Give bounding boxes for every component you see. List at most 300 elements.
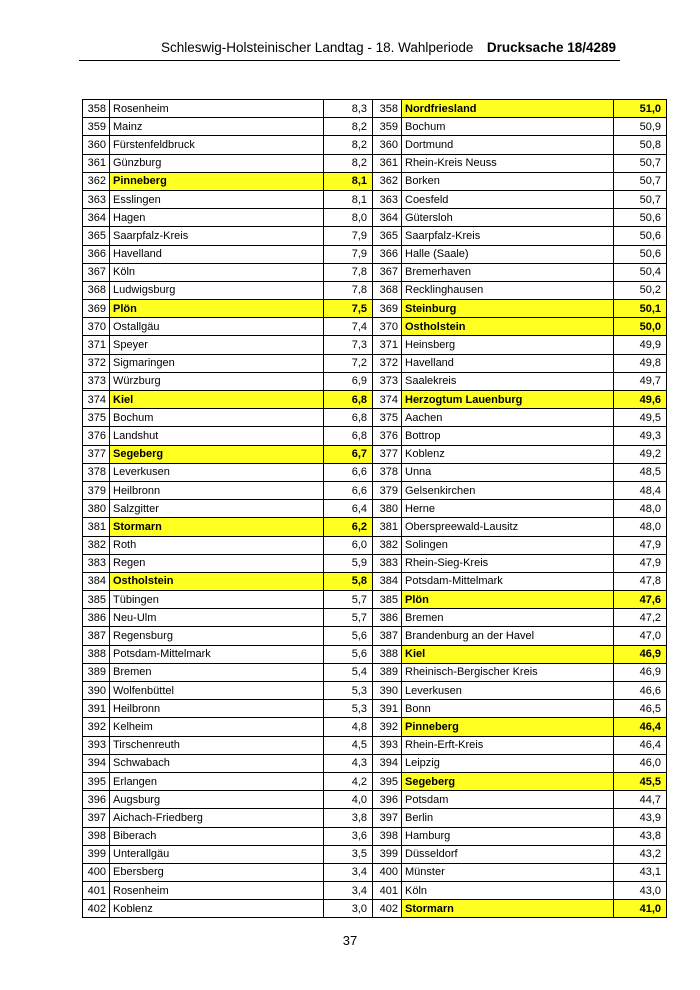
value-right-cell: 44,7 — [614, 791, 667, 809]
table-row — [83, 536, 667, 554]
rank-left-cell: 375 — [83, 409, 110, 427]
name-right-cell: Bonn — [402, 700, 614, 718]
rank-right-cell: 396 — [373, 791, 402, 809]
name-left-cell: Günzburg — [110, 154, 324, 172]
rank-right-cell: 382 — [373, 536, 402, 554]
name-left-cell: Regen — [110, 554, 324, 572]
name-right-cell: Havelland — [402, 354, 614, 372]
value-right-cell: 46,0 — [614, 754, 667, 772]
rank-right-cell: 374 — [373, 391, 402, 409]
rank-right-cell: 358 — [373, 100, 402, 118]
table-row — [83, 591, 667, 609]
value-right-cell: 47,8 — [614, 572, 667, 590]
rank-right-cell: 375 — [373, 409, 402, 427]
table-row — [83, 427, 667, 445]
value-right-cell: 46,4 — [614, 736, 667, 754]
value-right-cell: 50,0 — [614, 318, 667, 336]
name-left-cell: Ludwigsburg — [110, 281, 324, 299]
value-left-cell: 8,0 — [324, 209, 373, 227]
rank-right-cell: 385 — [373, 591, 402, 609]
value-left-cell: 5,9 — [324, 554, 373, 572]
table-row — [83, 445, 667, 463]
name-left-cell: Regensburg — [110, 627, 324, 645]
name-right-cell: Saarpfalz-Kreis — [402, 227, 614, 245]
rank-right-cell: 402 — [373, 900, 402, 918]
rank-right-cell: 394 — [373, 754, 402, 772]
value-right-cell: 50,4 — [614, 263, 667, 281]
value-left-cell: 8,2 — [324, 118, 373, 136]
value-left-cell: 6,6 — [324, 481, 373, 499]
name-right-cell: Potsdam-Mittelmark — [402, 572, 614, 590]
rank-right-cell: 390 — [373, 682, 402, 700]
table-row — [83, 318, 667, 336]
value-left-cell: 7,9 — [324, 245, 373, 263]
table-row — [83, 809, 667, 827]
rank-left-cell: 360 — [83, 136, 110, 154]
value-right-cell: 46,9 — [614, 645, 667, 663]
name-left-cell: Ebersberg — [110, 863, 324, 881]
name-left-cell: Erlangen — [110, 772, 324, 790]
value-left-cell: 7,3 — [324, 336, 373, 354]
rank-left-cell: 400 — [83, 863, 110, 881]
rank-left-cell: 397 — [83, 809, 110, 827]
rank-left-cell: 390 — [83, 682, 110, 700]
value-left-cell: 5,3 — [324, 682, 373, 700]
name-right-cell: Halle (Saale) — [402, 245, 614, 263]
name-right-cell: Hamburg — [402, 827, 614, 845]
rank-right-cell: 376 — [373, 427, 402, 445]
name-left-cell: Esslingen — [110, 190, 324, 208]
rank-right-cell: 367 — [373, 263, 402, 281]
rank-left-cell: 367 — [83, 263, 110, 281]
table-row — [83, 900, 667, 918]
value-left-cell: 5,6 — [324, 645, 373, 663]
value-right-cell: 46,4 — [614, 718, 667, 736]
table-row — [83, 463, 667, 481]
value-right-cell: 49,7 — [614, 372, 667, 390]
value-left-cell: 4,8 — [324, 718, 373, 736]
value-right-cell: 50,9 — [614, 118, 667, 136]
value-left-cell: 7,5 — [324, 300, 373, 318]
table-row — [83, 190, 667, 208]
name-left-cell: Mainz — [110, 118, 324, 136]
table-row — [83, 736, 667, 754]
rank-left-cell: 389 — [83, 663, 110, 681]
rank-right-cell: 391 — [373, 700, 402, 718]
value-left-cell: 3,6 — [324, 827, 373, 845]
rank-left-cell: 362 — [83, 172, 110, 190]
rank-right-cell: 384 — [373, 572, 402, 590]
name-left-cell: Unterallgäu — [110, 845, 324, 863]
value-right-cell: 47,9 — [614, 554, 667, 572]
table-row — [83, 300, 667, 318]
rank-right-cell: 377 — [373, 445, 402, 463]
value-left-cell: 6,7 — [324, 445, 373, 463]
name-right-cell: Bremen — [402, 609, 614, 627]
table-row — [83, 281, 667, 299]
rank-right-cell: 393 — [373, 736, 402, 754]
rank-right-cell: 365 — [373, 227, 402, 245]
table-row — [83, 336, 667, 354]
value-right-cell: 48,0 — [614, 500, 667, 518]
rank-right-cell: 359 — [373, 118, 402, 136]
name-left-cell: Neu-Ulm — [110, 609, 324, 627]
rank-left-cell: 399 — [83, 845, 110, 863]
name-right-cell: Rhein-Kreis Neuss — [402, 154, 614, 172]
name-right-cell: Plön — [402, 591, 614, 609]
rank-right-cell: 362 — [373, 172, 402, 190]
name-right-cell: Pinneberg — [402, 718, 614, 736]
table-row — [83, 391, 667, 409]
rank-right-cell: 360 — [373, 136, 402, 154]
name-right-cell: Münster — [402, 863, 614, 881]
table-row — [83, 663, 667, 681]
table-row — [83, 791, 667, 809]
value-left-cell: 8,2 — [324, 154, 373, 172]
value-left-cell: 5,8 — [324, 572, 373, 590]
rank-right-cell: 387 — [373, 627, 402, 645]
rank-left-cell: 388 — [83, 645, 110, 663]
rank-left-cell: 358 — [83, 100, 110, 118]
name-left-cell: Saarpfalz-Kreis — [110, 227, 324, 245]
document-number: Drucksache 18/4289 — [486, 40, 616, 55]
rank-right-cell: 383 — [373, 554, 402, 572]
rank-right-cell: 395 — [373, 772, 402, 790]
value-left-cell: 7,8 — [324, 263, 373, 281]
value-right-cell: 45,5 — [614, 772, 667, 790]
table-row — [83, 609, 667, 627]
name-right-cell: Rhein-Sieg-Kreis — [402, 554, 614, 572]
rank-right-cell: 400 — [373, 863, 402, 881]
table-row — [83, 845, 667, 863]
rank-left-cell: 384 — [83, 572, 110, 590]
value-right-cell: 47,0 — [614, 627, 667, 645]
rank-left-cell: 383 — [83, 554, 110, 572]
name-right-cell: Brandenburg an der Havel — [402, 627, 614, 645]
rank-right-cell: 388 — [373, 645, 402, 663]
name-left-cell: Tirschenreuth — [110, 736, 324, 754]
rank-left-cell: 359 — [83, 118, 110, 136]
table-row — [83, 154, 667, 172]
value-right-cell: 50,2 — [614, 281, 667, 299]
name-right-cell: Bremerhaven — [402, 263, 614, 281]
rank-left-cell: 373 — [83, 372, 110, 390]
rank-left-cell: 372 — [83, 354, 110, 372]
value-right-cell: 43,1 — [614, 863, 667, 881]
value-right-cell: 48,5 — [614, 463, 667, 481]
name-left-cell: Stormarn — [110, 518, 324, 536]
rank-right-cell: 368 — [373, 281, 402, 299]
header-title: Schleswig-Holsteinischer Landtag - 18. Wahlperiode — [161, 40, 474, 55]
rank-left-cell: 396 — [83, 791, 110, 809]
value-left-cell: 5,4 — [324, 663, 373, 681]
value-left-cell: 4,2 — [324, 772, 373, 790]
value-left-cell: 3,5 — [324, 845, 373, 863]
name-right-cell: Saalekreis — [402, 372, 614, 390]
value-right-cell: 50,8 — [614, 136, 667, 154]
value-right-cell: 50,7 — [614, 172, 667, 190]
rank-right-cell: 380 — [373, 500, 402, 518]
name-left-cell: Plön — [110, 300, 324, 318]
table-row — [83, 627, 667, 645]
rank-left-cell: 364 — [83, 209, 110, 227]
name-left-cell: Havelland — [110, 245, 324, 263]
name-left-cell: Leverkusen — [110, 463, 324, 481]
name-left-cell: Augsburg — [110, 791, 324, 809]
rank-right-cell: 381 — [373, 518, 402, 536]
name-right-cell: Unna — [402, 463, 614, 481]
ranking-table — [82, 99, 667, 918]
value-left-cell: 7,2 — [324, 354, 373, 372]
rank-left-cell: 377 — [83, 445, 110, 463]
value-left-cell: 6,6 — [324, 463, 373, 481]
name-right-cell: Oberspreewald-Lausitz — [402, 518, 614, 536]
name-left-cell: Bremen — [110, 663, 324, 681]
value-left-cell: 6,9 — [324, 372, 373, 390]
table-row — [83, 645, 667, 663]
name-right-cell: Stormarn — [402, 900, 614, 918]
table-row — [83, 518, 667, 536]
value-left-cell: 7,8 — [324, 281, 373, 299]
value-right-cell: 46,6 — [614, 682, 667, 700]
ranking-table-body — [83, 100, 667, 918]
rank-left-cell: 401 — [83, 882, 110, 900]
table-row — [83, 100, 667, 118]
table-row — [83, 209, 667, 227]
rank-left-cell: 398 — [83, 827, 110, 845]
table-row — [83, 227, 667, 245]
name-left-cell: Speyer — [110, 336, 324, 354]
name-right-cell: Rheinisch-Bergischer Kreis — [402, 663, 614, 681]
table-row — [83, 372, 667, 390]
rank-right-cell: 366 — [373, 245, 402, 263]
table-row — [83, 718, 667, 736]
name-left-cell: Heilbronn — [110, 700, 324, 718]
name-left-cell: Biberach — [110, 827, 324, 845]
rank-left-cell: 374 — [83, 391, 110, 409]
value-right-cell: 50,7 — [614, 154, 667, 172]
name-right-cell: Gütersloh — [402, 209, 614, 227]
value-left-cell: 6,8 — [324, 391, 373, 409]
rank-left-cell: 386 — [83, 609, 110, 627]
rank-right-cell: 369 — [373, 300, 402, 318]
name-left-cell: Hagen — [110, 209, 324, 227]
rank-right-cell: 364 — [373, 209, 402, 227]
value-left-cell: 8,1 — [324, 172, 373, 190]
value-left-cell: 8,1 — [324, 190, 373, 208]
name-left-cell: Potsdam-Mittelmark — [110, 645, 324, 663]
value-right-cell: 46,9 — [614, 663, 667, 681]
value-left-cell: 6,8 — [324, 427, 373, 445]
value-left-cell: 8,3 — [324, 100, 373, 118]
name-left-cell: Bochum — [110, 409, 324, 427]
name-right-cell: Solingen — [402, 536, 614, 554]
value-left-cell: 4,3 — [324, 754, 373, 772]
name-right-cell: Bottrop — [402, 427, 614, 445]
rank-left-cell: 369 — [83, 300, 110, 318]
value-left-cell: 5,3 — [324, 700, 373, 718]
value-right-cell: 50,1 — [614, 300, 667, 318]
name-left-cell: Kiel — [110, 391, 324, 409]
name-right-cell: Gelsenkirchen — [402, 481, 614, 499]
value-left-cell: 3,0 — [324, 900, 373, 918]
name-right-cell: Coesfeld — [402, 190, 614, 208]
name-right-cell: Koblenz — [402, 445, 614, 463]
rank-left-cell: 380 — [83, 500, 110, 518]
rank-left-cell: 365 — [83, 227, 110, 245]
table-row — [83, 481, 667, 499]
name-left-cell: Pinneberg — [110, 172, 324, 190]
rank-right-cell: 379 — [373, 481, 402, 499]
table-row — [83, 500, 667, 518]
value-right-cell: 50,6 — [614, 209, 667, 227]
name-right-cell: Leverkusen — [402, 682, 614, 700]
value-right-cell: 48,0 — [614, 518, 667, 536]
rank-right-cell: 386 — [373, 609, 402, 627]
rank-right-cell: 398 — [373, 827, 402, 845]
name-right-cell: Recklinghausen — [402, 281, 614, 299]
value-right-cell: 43,2 — [614, 845, 667, 863]
name-right-cell: Bochum — [402, 118, 614, 136]
rank-left-cell: 393 — [83, 736, 110, 754]
table-row — [83, 754, 667, 772]
rank-right-cell: 392 — [373, 718, 402, 736]
rank-right-cell: 401 — [373, 882, 402, 900]
rank-right-cell: 370 — [373, 318, 402, 336]
value-left-cell: 3,4 — [324, 882, 373, 900]
rank-left-cell: 394 — [83, 754, 110, 772]
name-right-cell: Steinburg — [402, 300, 614, 318]
rank-left-cell: 366 — [83, 245, 110, 263]
name-left-cell: Fürstenfeldbruck — [110, 136, 324, 154]
value-left-cell: 3,8 — [324, 809, 373, 827]
rank-right-cell: 372 — [373, 354, 402, 372]
name-left-cell: Roth — [110, 536, 324, 554]
rank-left-cell: 385 — [83, 591, 110, 609]
value-right-cell: 49,8 — [614, 354, 667, 372]
name-left-cell: Ostallgäu — [110, 318, 324, 336]
rank-left-cell: 402 — [83, 900, 110, 918]
value-right-cell: 51,0 — [614, 100, 667, 118]
rank-right-cell: 378 — [373, 463, 402, 481]
value-right-cell: 50,6 — [614, 227, 667, 245]
rank-right-cell: 399 — [373, 845, 402, 863]
rank-left-cell: 391 — [83, 700, 110, 718]
name-right-cell: Nordfriesland — [402, 100, 614, 118]
name-right-cell: Düsseldorf — [402, 845, 614, 863]
value-left-cell: 7,4 — [324, 318, 373, 336]
name-right-cell: Köln — [402, 882, 614, 900]
value-right-cell: 50,7 — [614, 190, 667, 208]
name-left-cell: Koblenz — [110, 900, 324, 918]
value-right-cell: 48,4 — [614, 481, 667, 499]
table-row — [83, 863, 667, 881]
rank-left-cell: 363 — [83, 190, 110, 208]
value-left-cell: 6,0 — [324, 536, 373, 554]
table-row — [83, 700, 667, 718]
table-row — [83, 409, 667, 427]
name-left-cell: Tübingen — [110, 591, 324, 609]
value-left-cell: 7,9 — [324, 227, 373, 245]
name-left-cell: Aichach-Friedberg — [110, 809, 324, 827]
value-left-cell: 5,7 — [324, 591, 373, 609]
table-row — [83, 354, 667, 372]
value-left-cell: 8,2 — [324, 136, 373, 154]
table-row — [83, 263, 667, 281]
rank-left-cell: 376 — [83, 427, 110, 445]
value-right-cell: 46,5 — [614, 700, 667, 718]
name-right-cell: Potsdam — [402, 791, 614, 809]
name-left-cell: Würzburg — [110, 372, 324, 390]
table-row — [83, 118, 667, 136]
value-left-cell: 6,8 — [324, 409, 373, 427]
value-right-cell: 47,9 — [614, 536, 667, 554]
name-left-cell: Kelheim — [110, 718, 324, 736]
value-right-cell: 49,9 — [614, 336, 667, 354]
value-right-cell: 49,2 — [614, 445, 667, 463]
table-row — [83, 245, 667, 263]
name-left-cell: Sigmaringen — [110, 354, 324, 372]
name-left-cell: Rosenheim — [110, 100, 324, 118]
value-left-cell: 5,7 — [324, 609, 373, 627]
name-left-cell: Rosenheim — [110, 882, 324, 900]
value-left-cell: 5,6 — [324, 627, 373, 645]
name-left-cell: Segeberg — [110, 445, 324, 463]
name-left-cell: Köln — [110, 263, 324, 281]
rank-right-cell: 363 — [373, 190, 402, 208]
rank-left-cell: 382 — [83, 536, 110, 554]
value-right-cell: 43,0 — [614, 882, 667, 900]
name-left-cell: Schwabach — [110, 754, 324, 772]
value-right-cell: 47,2 — [614, 609, 667, 627]
rank-right-cell: 397 — [373, 809, 402, 827]
page-number: 37 — [342, 933, 358, 948]
rank-left-cell: 361 — [83, 154, 110, 172]
page-header — [79, 37, 620, 61]
table-row — [83, 172, 667, 190]
name-right-cell: Herne — [402, 500, 614, 518]
name-right-cell: Ostholstein — [402, 318, 614, 336]
value-right-cell: 47,6 — [614, 591, 667, 609]
name-right-cell: Heinsberg — [402, 336, 614, 354]
value-left-cell: 6,4 — [324, 500, 373, 518]
rank-left-cell: 381 — [83, 518, 110, 536]
rank-left-cell: 370 — [83, 318, 110, 336]
table-row — [83, 827, 667, 845]
name-right-cell: Rhein-Erft-Kreis — [402, 736, 614, 754]
name-left-cell: Wolfenbüttel — [110, 682, 324, 700]
value-right-cell: 43,9 — [614, 809, 667, 827]
rank-right-cell: 371 — [373, 336, 402, 354]
table-row — [83, 554, 667, 572]
rank-left-cell: 387 — [83, 627, 110, 645]
value-right-cell: 43,8 — [614, 827, 667, 845]
rank-left-cell: 392 — [83, 718, 110, 736]
table-row — [83, 136, 667, 154]
rank-left-cell: 371 — [83, 336, 110, 354]
value-left-cell: 4,5 — [324, 736, 373, 754]
table-row — [83, 772, 667, 790]
rank-right-cell: 389 — [373, 663, 402, 681]
name-right-cell: Herzogtum Lauenburg — [402, 391, 614, 409]
name-left-cell: Landshut — [110, 427, 324, 445]
name-right-cell: Kiel — [402, 645, 614, 663]
rank-right-cell: 361 — [373, 154, 402, 172]
rank-left-cell: 395 — [83, 772, 110, 790]
name-right-cell: Dortmund — [402, 136, 614, 154]
name-right-cell: Aachen — [402, 409, 614, 427]
rank-left-cell: 378 — [83, 463, 110, 481]
